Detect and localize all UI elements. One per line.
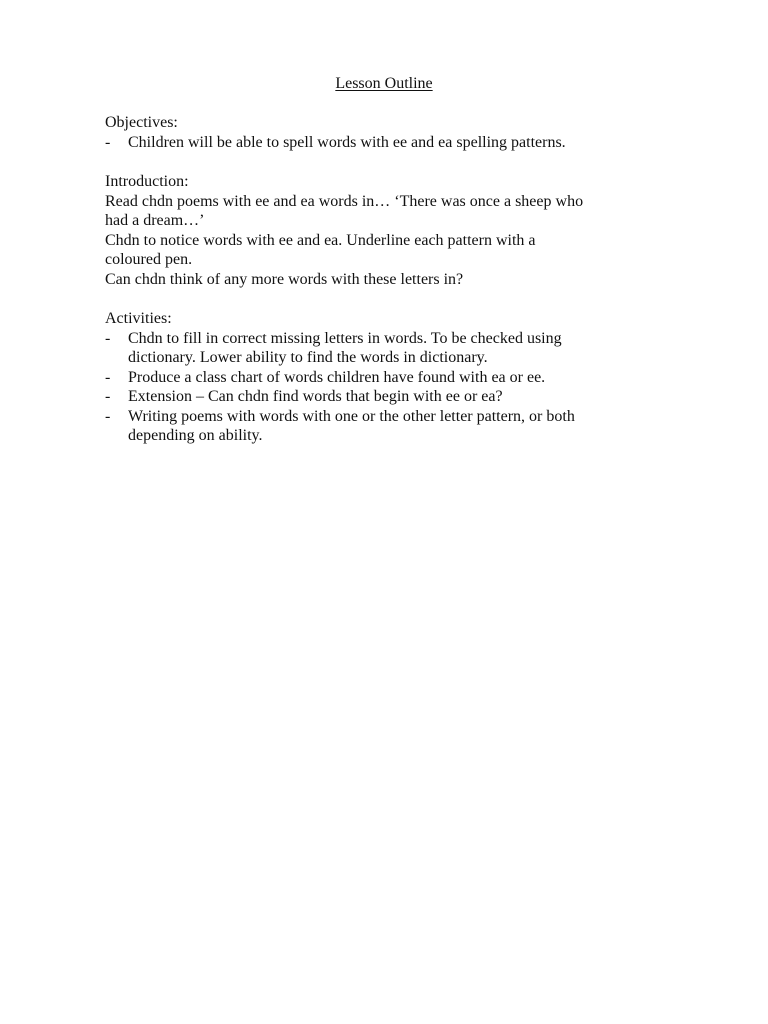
activity-text (128, 387, 665, 407)
activity-item (105, 368, 665, 388)
activities-heading: Activities: (105, 310, 172, 327)
activity-item (105, 329, 665, 368)
bullet-dash: - (105, 329, 111, 347)
activity-line: Extension – Can chdn find words that begin with ee or ea? (128, 388, 503, 405)
activity-line: Writing poems with words with one or the other letter pattern, or both (128, 407, 575, 425)
introduction-section (105, 172, 665, 289)
activity-text (128, 368, 665, 388)
objective-text (128, 133, 665, 153)
activity-line: dictionary. Lower ability to find the words in dictionary. (128, 349, 488, 366)
document-title: Lesson Outline (335, 75, 433, 92)
introduction-line: had a dream…’ (105, 212, 205, 229)
activity-line: depending on ability. (128, 427, 263, 444)
activity-item (105, 407, 665, 446)
bullet-dash: - (105, 388, 111, 405)
activity-text (128, 407, 665, 446)
activity-line: Chdn to fill in correct missing letters in words. To be checked using (128, 329, 562, 347)
activity-item (105, 387, 665, 407)
objective-line: Children will be able to spell words with ee and ea spelling patterns. (128, 133, 566, 151)
introduction-line: Can chdn think of any more words with these letters in? (105, 270, 464, 288)
introduction-heading: Introduction: (105, 173, 189, 190)
bullet-dash: - (105, 368, 111, 386)
introduction-line: Read chdn poems with ee and ea words in… ‘There was once a sheep who (105, 192, 584, 210)
introduction-line: Chdn to notice words with ee and ea. Underline each pattern with a (105, 231, 536, 249)
objectives-heading: Objectives: (105, 114, 178, 131)
bullet-dash: - (105, 133, 111, 151)
activity-line: Produce a class chart of words children have found with ea or ee. (128, 368, 546, 386)
objective-item (105, 133, 665, 153)
objectives-section (105, 113, 665, 152)
introduction-line: coloured pen. (105, 251, 193, 268)
activities-section (105, 309, 665, 446)
activity-text (128, 329, 665, 368)
bullet-dash: - (105, 407, 111, 425)
